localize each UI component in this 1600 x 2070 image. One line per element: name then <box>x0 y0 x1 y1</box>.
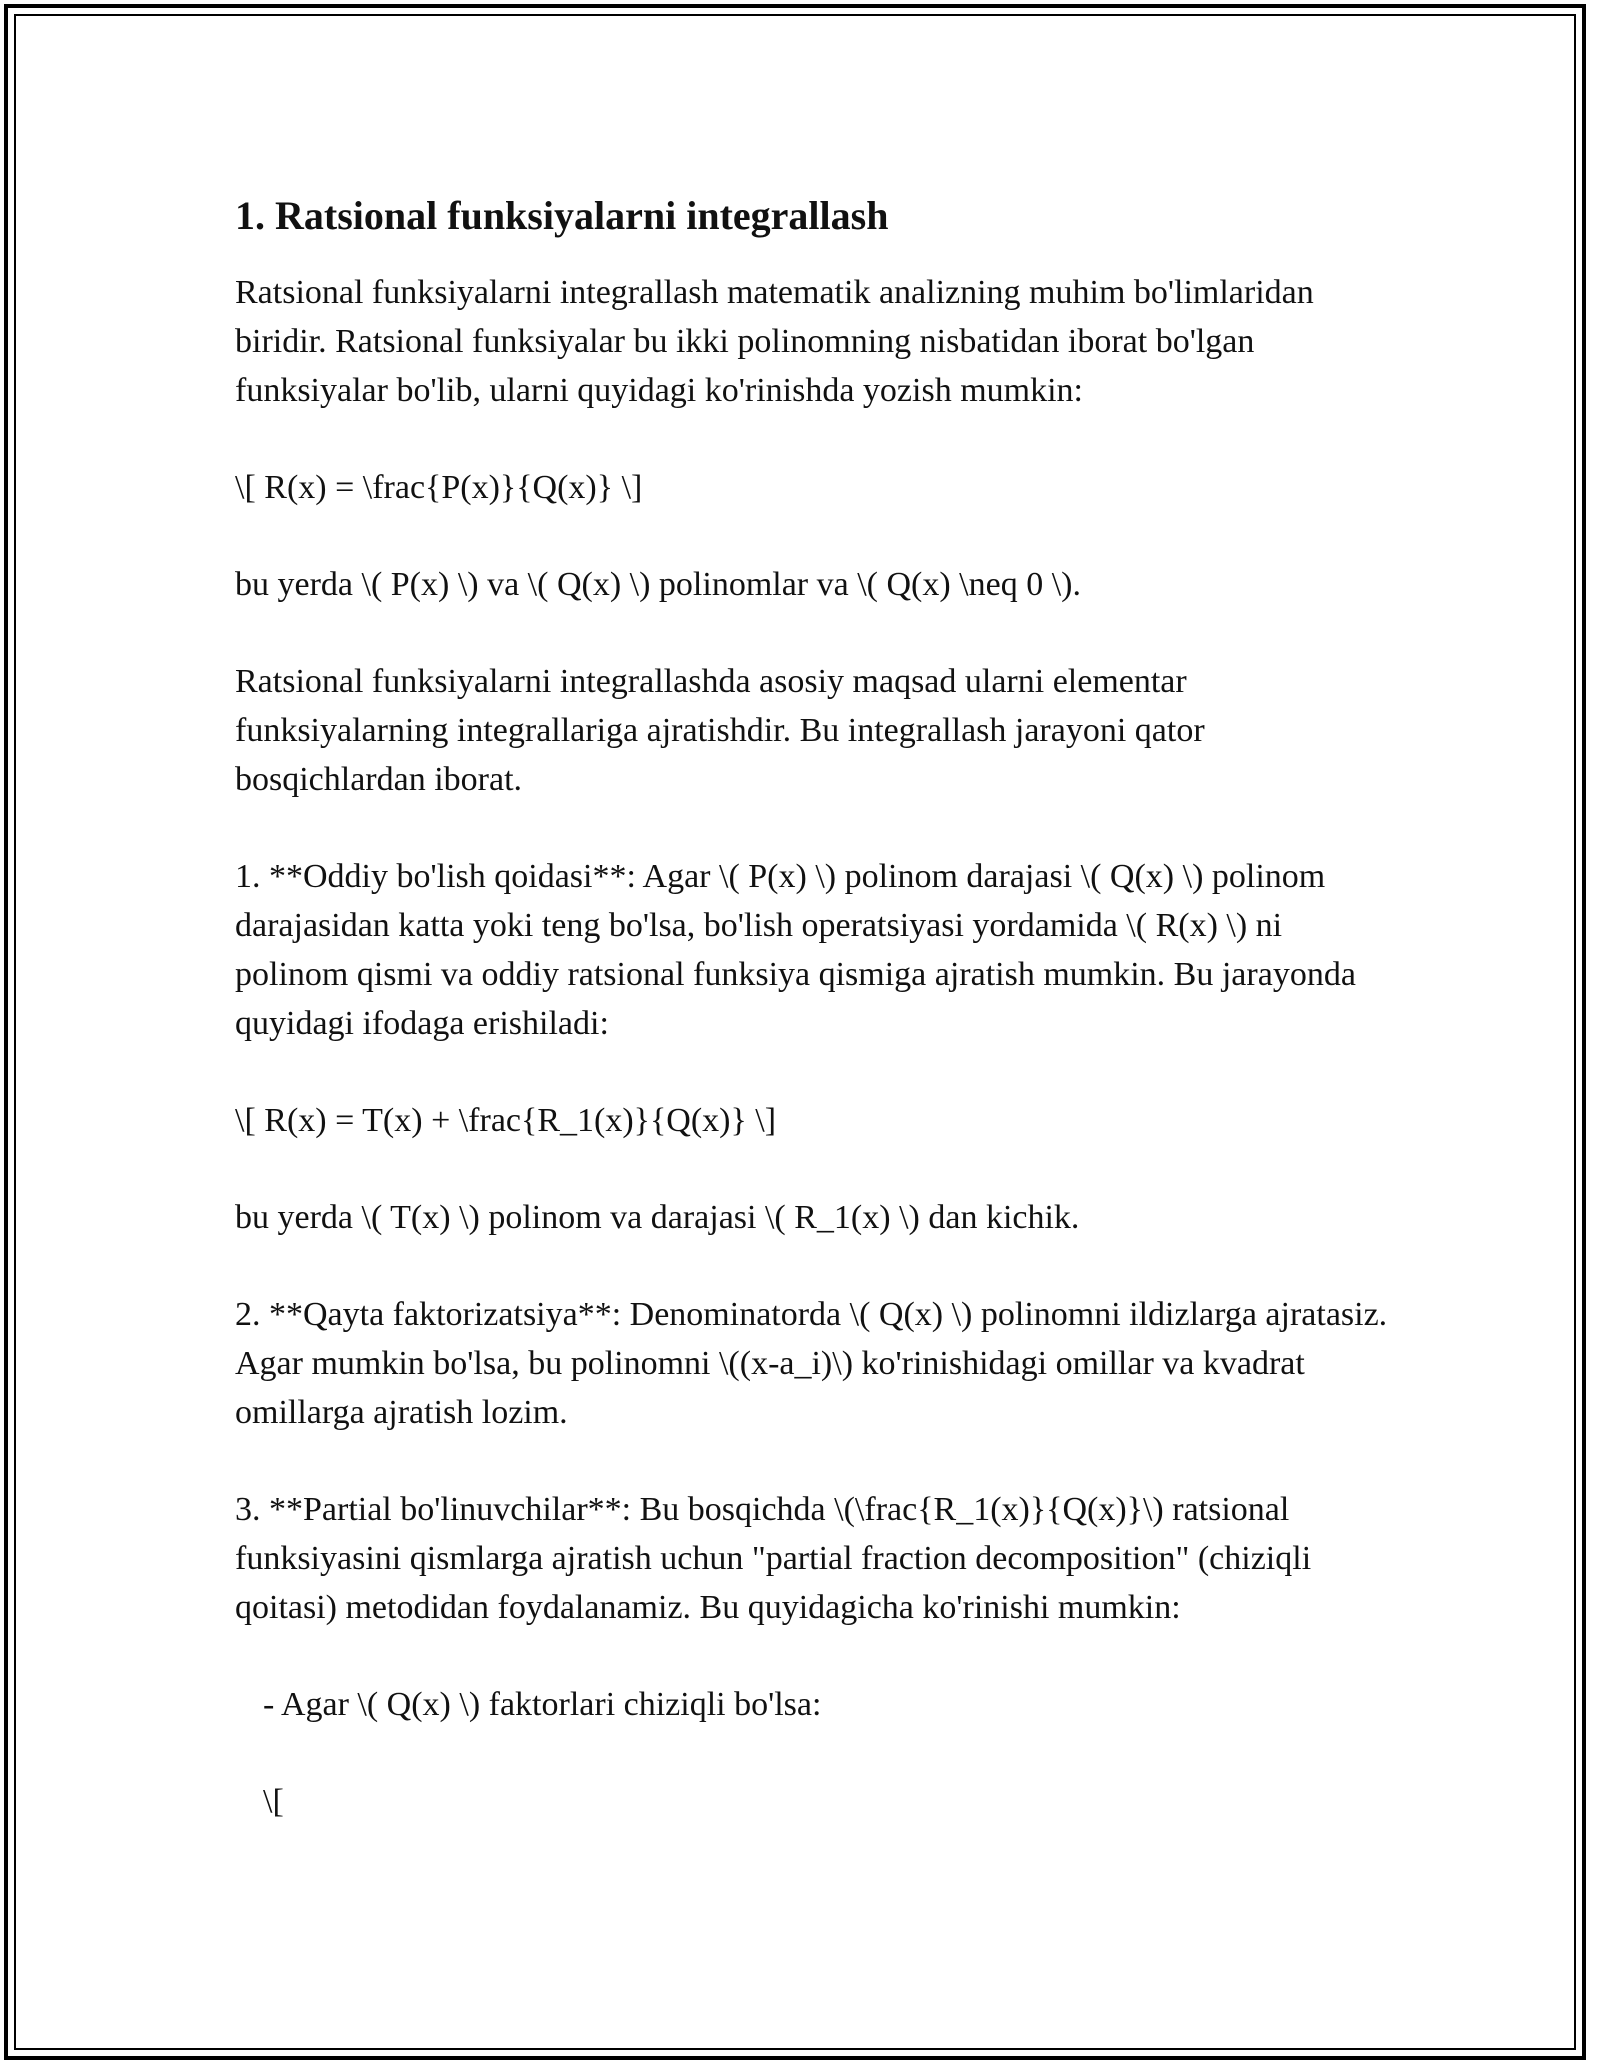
document-page <box>235 180 1395 1874</box>
step-3-partial-fractions: 3. **Partial bo'linuvchilar**: Bu bosqichda \(\frac{R_1(x)}{Q(x)}\) ratsional funksiyasini qismlarga ajratish uchun "partial fraction decomposition" (chiziqli qoitasi) metodidan foydalanamiz. Bu quyidagicha ko'rinishi mumkin: <box>235 1491 1312 1626</box>
formula-division: \[ R(x) = T(x) + \frac{R_1(x)}{Q(x)} \] <box>235 1102 777 1139</box>
formula-rational-function: \[ R(x) = \frac{P(x)}{Q(x)} \] <box>235 469 643 506</box>
formula-start: \[ <box>263 1783 284 1820</box>
document-title: 1. Ratsional funksiyalarni integrallash <box>235 193 889 238</box>
paragraph-goal: Ratsional funksiyalarni integrallashda asosiy maqsad ularni elementar funksiyalarning integrallariga ajratishdir. Bu integrallash jarayoni qator bosqichlardan iborat. <box>235 663 1205 798</box>
paragraph-division-note: bu yerda \( T(x) \) polinom va darajasi \( R_1(x) \) dan kichik. <box>235 1199 1080 1236</box>
step-2-factorization: 2. **Qayta faktorizatsiya**: Denominatorda \( Q(x) \) polinomni ildizlarga ajratasiz. Agar mumkin bo'lsa, bu polinomni \((x-a_i)\) ko'rinishidagi omillar va kvadrat omillarga ajratish lozim. <box>235 1296 1388 1431</box>
step-1-division: 1. **Oddiy bo'lish qoidasi**: Agar \( P(x) \) polinom darajasi \( Q(x) \) polinom darajasidan katta yoki teng bo'lsa, bo'lish operatsiyasi yordamida \( R(x) \) ni polinom qismi va oddiy ratsional funksiya qismiga ajratish mumkin. Bu jarayonda quyidagi ifodaga erishiladi: <box>235 858 1356 1042</box>
bullet-linear-factors: - Agar \( Q(x) \) faktorlari chiziqli bo'lsa: <box>263 1686 822 1723</box>
paragraph-intro: Ratsional funksiyalarni integrallash matematik analizning muhim bo'limlaridan biridir. Ratsional funksiyalar bu ikki polinomning nisbatidan iborat bo'lgan funksiyalar bo'lib, ularni quyidagi ko'rinishda yozish mumkin: <box>235 274 1314 409</box>
paragraph-definition: bu yerda \( P(x) \) va \( Q(x) \) polinomlar va \( Q(x) \neq 0 \). <box>235 566 1081 603</box>
